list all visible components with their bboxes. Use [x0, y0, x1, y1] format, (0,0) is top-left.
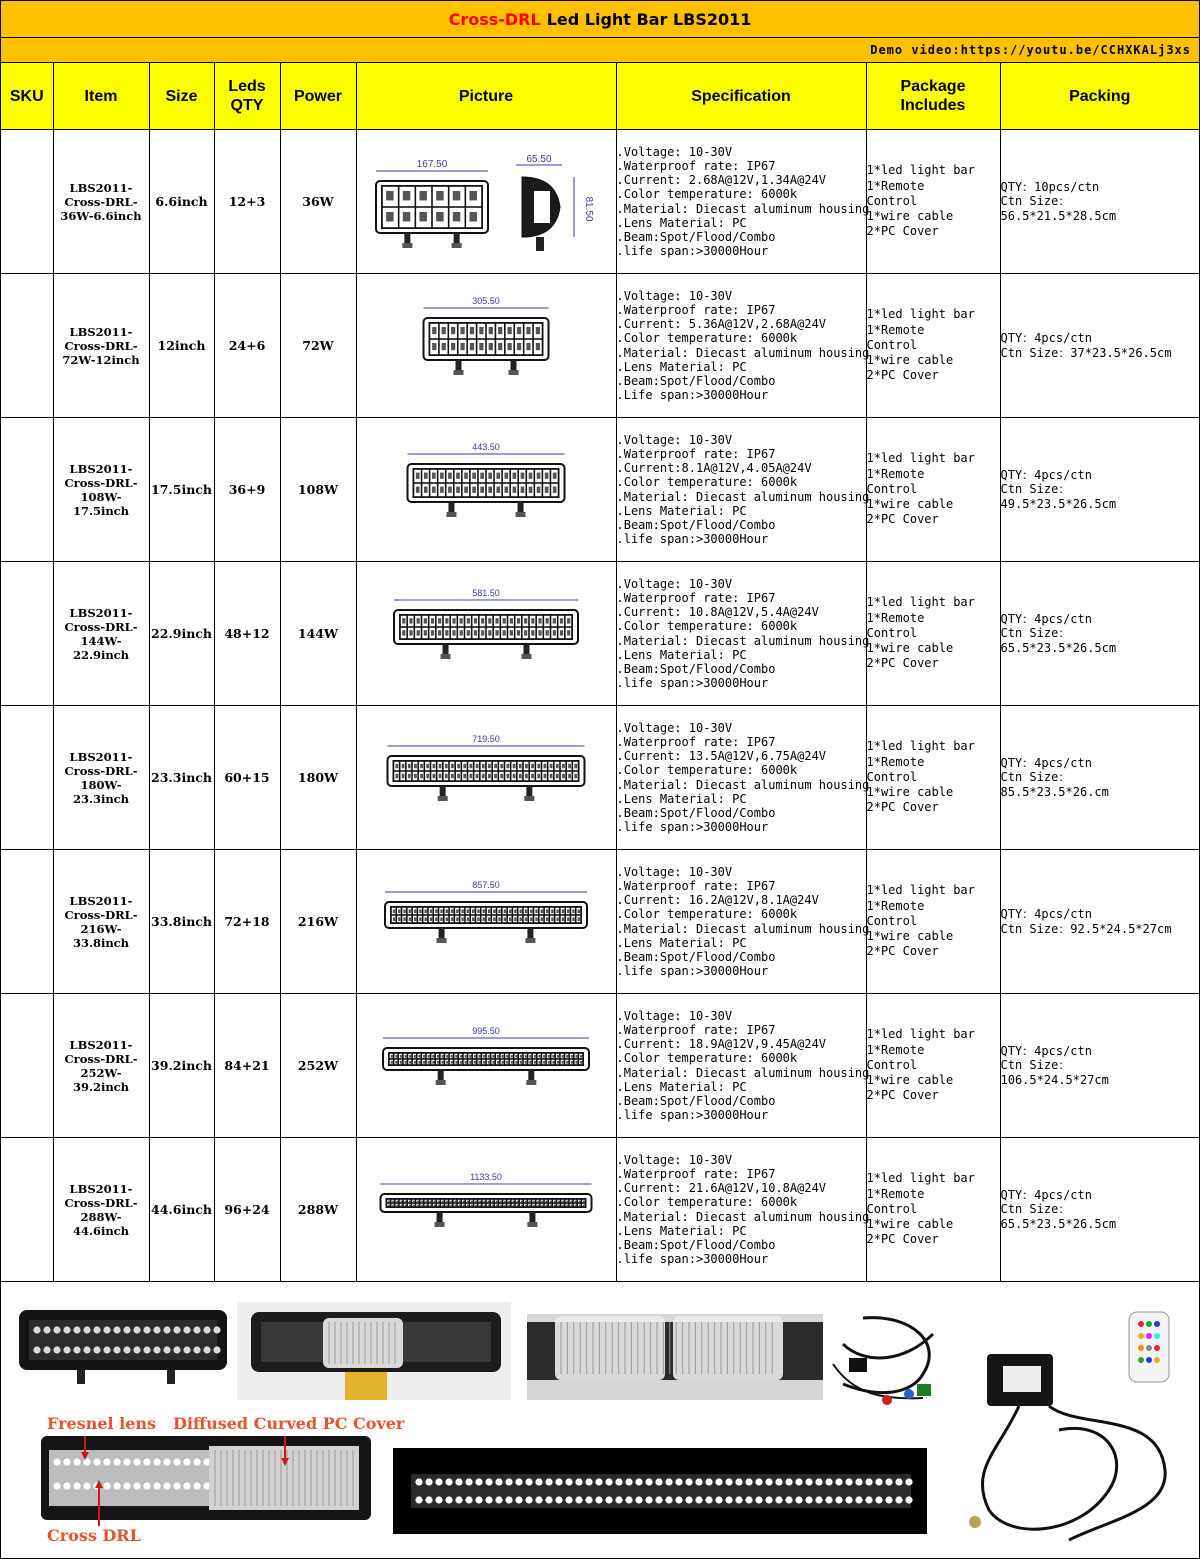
- table-row: [1, 994, 1199, 1138]
- text-line: .life span:>30000Hour: [616, 1108, 769, 1123]
- text-line: 1*Remote: [866, 178, 925, 193]
- text-line: .Material: Diecast aluminum housing: [616, 201, 870, 216]
- text-line: Ctn Size：: [1000, 1058, 1071, 1073]
- leds-cell: 72+18: [214, 850, 280, 994]
- package-cell: [866, 1138, 1000, 1282]
- light-bar-cover-photo: [237, 1302, 511, 1400]
- text-line: .Material: Diecast aluminum housing: [616, 489, 870, 504]
- text-line: .Waterproof rate: IP67: [616, 158, 776, 173]
- fresnel-lens-label: Fresnel lens: [47, 1414, 157, 1433]
- specification-cell: [616, 130, 870, 274]
- text-line: .Material: Diecast aluminum housing: [616, 345, 870, 360]
- power-cell: 72W: [280, 274, 356, 418]
- text-line: LBS2011-: [69, 605, 133, 620]
- packing-cell: [1000, 418, 1199, 562]
- power-cell: 36W: [280, 130, 356, 274]
- col-power: Power: [280, 63, 356, 130]
- sku-cell: [1, 706, 53, 850]
- table-row: [1, 130, 1199, 274]
- text-line: 1*wire cable: [866, 209, 954, 224]
- text-line: 1*led light bar: [866, 595, 975, 610]
- text-line: .Waterproof rate: IP67: [616, 1022, 776, 1037]
- dimension-label: 995.50: [472, 1025, 500, 1036]
- col-package-includes: [866, 63, 1000, 130]
- text-line: Control: [866, 913, 918, 928]
- text-line: .Voltage: 10-30V: [616, 1008, 733, 1023]
- dimension-label: 1133.50: [470, 1171, 502, 1182]
- text-line: Cross-DRL-: [64, 907, 138, 922]
- package-cell: [866, 562, 1000, 706]
- text-line: QTY：4pcs/ctn: [1000, 468, 1092, 483]
- text-line: LBS2011-: [69, 461, 133, 476]
- picture-cell: [356, 1138, 616, 1282]
- text-line: .Lens Material: PC: [616, 503, 747, 518]
- text-line: .Voltage: 10-30V: [616, 1152, 733, 1167]
- text-line: Control: [866, 769, 918, 784]
- title-bar: [1, 1, 1199, 38]
- text-line: Ctn Size：: [1000, 482, 1071, 497]
- size-cell: 23.3inch: [149, 706, 214, 850]
- size-cell: 17.5inch: [149, 418, 214, 562]
- text-line: .Material: Diecast aluminum housing: [616, 921, 870, 936]
- text-line: Control: [866, 625, 918, 640]
- light-bar-drawing: [366, 1145, 606, 1271]
- text-line: 49.5*23.5*26.5cm: [1000, 496, 1117, 511]
- item-cell: [53, 418, 149, 562]
- table-row: [1, 850, 1199, 994]
- package-cell: [866, 706, 1000, 850]
- text-line: .Voltage: 10-30V: [616, 288, 733, 303]
- light-bar-photo: [17, 1306, 231, 1386]
- text-line: .Current:8.1A@12V,4.05A@24V: [616, 461, 812, 476]
- table-row: [1, 274, 1199, 418]
- text-line: 1*wire cable: [866, 1217, 954, 1232]
- specification-cell: [616, 850, 870, 994]
- text-line: .Beam:Spot/Flood/Combo: [616, 229, 776, 244]
- text-line: .Voltage: 10-30V: [616, 720, 733, 735]
- sku-cell: [1, 418, 53, 562]
- leds-cell: 36+9: [214, 418, 280, 562]
- text-line: .Waterproof rate: IP67: [616, 1166, 776, 1181]
- text-line: 2*PC Cover: [866, 1232, 939, 1247]
- col-package-line1: Package: [900, 78, 966, 95]
- text-line: LBS2011-: [69, 1037, 133, 1052]
- text-line: .Color temperature: 6000k: [616, 619, 798, 634]
- text-line: Ctn Size：: [1000, 194, 1071, 209]
- col-picture: Picture: [356, 63, 616, 130]
- item-cell: [53, 1138, 149, 1282]
- sku-cell: [1, 850, 53, 994]
- cross-drl-label: Cross DRL: [47, 1526, 141, 1545]
- text-line: 1*led light bar: [866, 739, 975, 754]
- specification-cell: [616, 706, 870, 850]
- text-line: 1*led light bar: [866, 883, 975, 898]
- text-line: 65.5*23.5*26.5cm: [1000, 640, 1117, 655]
- text-line: 23.3inch: [72, 791, 130, 806]
- leds-cell: 24+6: [214, 274, 280, 418]
- dimension-label: 719.50: [472, 733, 500, 744]
- col-sku: SKU: [1, 63, 53, 130]
- text-line: 2*PC Cover: [866, 512, 939, 527]
- text-line: 1*Remote: [866, 466, 925, 481]
- text-line: .Lens Material: PC: [616, 215, 747, 230]
- text-line: Cross-DRL-: [64, 475, 138, 490]
- text-line: Control: [866, 1057, 918, 1072]
- dimension-label: 857.50: [472, 879, 500, 890]
- rgb-controller-photo: [959, 1310, 1185, 1556]
- light-bar-drawing: [366, 425, 606, 551]
- text-line: Cross-DRL-: [64, 1195, 138, 1210]
- text-line: .life span:>30000Hour: [616, 532, 769, 547]
- text-line: 1*wire cable: [866, 641, 954, 656]
- leds-cell: 96+24: [214, 1138, 280, 1282]
- sku-cell: [1, 1138, 53, 1282]
- item-cell: [53, 706, 149, 850]
- text-line: 22.9inch: [72, 647, 130, 662]
- text-line: .Beam:Spot/Flood/Combo: [616, 661, 776, 676]
- size-cell: 12inch: [149, 274, 214, 418]
- picture-cell: [356, 706, 616, 850]
- text-line: .Color temperature: 6000k: [616, 907, 798, 922]
- text-line: 1*led light bar: [866, 307, 975, 322]
- text-line: .Color temperature: 6000k: [616, 1195, 798, 1210]
- text-line: .Color temperature: 6000k: [616, 1051, 798, 1066]
- feature-callout-photo: [41, 1436, 391, 1526]
- dimension-label: 167.50: [416, 158, 448, 170]
- text-line: .Current: 16.2A@12V,8.1A@24V: [616, 893, 819, 908]
- col-specification: Specification: [616, 63, 866, 130]
- item-cell: [53, 274, 149, 418]
- col-size: Size: [149, 63, 214, 130]
- dimension-label: 443.50: [472, 441, 500, 452]
- text-line: Cross-DRL-: [64, 619, 138, 634]
- text-line: .Voltage: 10-30V: [616, 144, 733, 159]
- text-line: 65.5*23.5*26.5cm: [1000, 1216, 1117, 1231]
- package-cell: [866, 418, 1000, 562]
- light-bar-drawing: [366, 857, 606, 983]
- height-dimension-label: 81.50: [583, 195, 594, 222]
- pc-cover-photo: [527, 1314, 823, 1400]
- text-line: QTY：4pcs/ctn: [1000, 907, 1092, 922]
- text-line: 1*Remote: [866, 754, 925, 769]
- text-line: QTY：4pcs/ctn: [1000, 1188, 1092, 1203]
- title-highlight: Cross-DRL: [448, 9, 541, 29]
- packing-cell: [1000, 994, 1199, 1138]
- depth-dimension-label: 65.50: [526, 153, 552, 165]
- sku-cell: [1, 274, 53, 418]
- text-line: .Waterproof rate: IP67: [616, 446, 776, 461]
- text-line: 2*PC Cover: [866, 944, 939, 959]
- text-line: .Beam:Spot/Flood/Combo: [616, 949, 776, 964]
- text-line: .Waterproof rate: IP67: [616, 734, 776, 749]
- text-line: Control: [866, 1201, 918, 1216]
- text-line: .Lens Material: PC: [616, 791, 747, 806]
- picture-cell: [356, 274, 616, 418]
- text-line: .life span:>30000Hour: [616, 1252, 769, 1267]
- text-line: 180W-: [80, 777, 122, 792]
- spec-table: [1, 63, 1199, 1282]
- text-line: Cross-DRL-: [64, 763, 138, 778]
- text-line: .Voltage: 10-30V: [616, 576, 733, 591]
- size-cell: 6.6inch: [149, 130, 214, 274]
- specification-cell: [616, 994, 870, 1138]
- power-cell: 108W: [280, 418, 356, 562]
- text-line: .Waterproof rate: IP67: [616, 590, 776, 605]
- light-bar-drawing: [366, 713, 606, 839]
- package-cell: [866, 274, 1000, 418]
- text-line: .Current: 13.5A@12V,6.75A@24V: [616, 749, 827, 764]
- size-cell: 39.2inch: [149, 994, 214, 1138]
- wire-harness-photo: [823, 1304, 957, 1408]
- text-line: .Color temperature: 6000k: [616, 475, 798, 490]
- text-line: LBS2011-: [69, 749, 133, 764]
- text-line: 106.5*24.5*27cm: [1000, 1072, 1109, 1087]
- table-row: [1, 1138, 1199, 1282]
- text-line: LBS2011-: [69, 324, 133, 339]
- leds-cell: 84+21: [214, 994, 280, 1138]
- leds-cell: 60+15: [214, 706, 280, 850]
- text-line: 1*wire cable: [866, 785, 954, 800]
- picture-cell: [356, 562, 616, 706]
- text-line: LBS2011-: [69, 893, 133, 908]
- text-line: .life span:>30000Hour: [616, 244, 769, 259]
- text-line: .Waterproof rate: IP67: [616, 878, 776, 893]
- leds-cell: 48+12: [214, 562, 280, 706]
- specification-cell: [616, 418, 870, 562]
- packing-cell: [1000, 1138, 1199, 1282]
- text-line: 2*PC Cover: [866, 800, 939, 815]
- text-line: .life span:>30000Hour: [616, 820, 769, 835]
- text-line: .Beam:Spot/Flood/Combo: [616, 373, 776, 388]
- text-line: .Beam:Spot/Flood/Combo: [616, 1237, 776, 1252]
- col-package-line2: Includes: [900, 97, 966, 114]
- text-line: .Life span:>30000Hour: [616, 388, 769, 403]
- power-cell: 216W: [280, 850, 356, 994]
- picture-cell: [356, 850, 616, 994]
- text-line: 56.5*21.5*28.5cm: [1000, 208, 1117, 223]
- text-line: .Voltage: 10-30V: [616, 432, 733, 447]
- text-line: Control: [866, 193, 918, 208]
- text-line: 17.5inch: [72, 503, 130, 518]
- table-row: [1, 562, 1199, 706]
- text-line: Ctn Size：92.5*24.5*27cm: [1000, 921, 1172, 936]
- text-line: 1*wire cable: [866, 497, 954, 512]
- text-line: Control: [866, 481, 918, 496]
- light-bar-drawing: [366, 281, 606, 407]
- text-line: .Beam:Spot/Flood/Combo: [616, 805, 776, 820]
- lit-bar-photo: [393, 1448, 927, 1534]
- text-line: .Waterproof rate: IP67: [616, 302, 776, 317]
- text-line: .Lens Material: PC: [616, 935, 747, 950]
- text-line: 1*led light bar: [866, 451, 975, 466]
- text-line: .Material: Diecast aluminum housing: [616, 633, 870, 648]
- text-line: 1*wire cable: [866, 929, 954, 944]
- package-cell: [866, 850, 1000, 994]
- text-line: 216W-: [80, 921, 122, 936]
- text-line: 33.8inch: [72, 935, 130, 950]
- package-cell: [866, 130, 1000, 274]
- text-line: .Lens Material: PC: [616, 1079, 747, 1094]
- specification-cell: [616, 1138, 870, 1282]
- product-photos: [1, 1282, 1199, 1558]
- packing-cell: [1000, 130, 1199, 274]
- text-line: Ctn Size：: [1000, 1202, 1071, 1217]
- light-bar-drawing: [366, 137, 606, 263]
- diffused-cover-label: Diffused Curved PC Cover: [173, 1414, 405, 1433]
- text-line: 2*PC Cover: [866, 1088, 939, 1103]
- power-cell: 252W: [280, 994, 356, 1138]
- text-line: Ctn Size：: [1000, 770, 1071, 785]
- packing-cell: [1000, 274, 1199, 418]
- text-line: 1*wire cable: [866, 1073, 954, 1088]
- text-line: LBS2011-: [69, 1181, 133, 1196]
- item-cell: [53, 562, 149, 706]
- text-line: .Beam:Spot/Flood/Combo: [616, 517, 776, 532]
- picture-cell: [356, 130, 616, 274]
- table-row: [1, 418, 1199, 562]
- col-item: Item: [53, 63, 149, 130]
- text-line: Cross-DRL-: [64, 194, 138, 209]
- specification-cell: [616, 562, 870, 706]
- text-line: .Color temperature: 6000k: [616, 331, 798, 346]
- picture-cell: [356, 418, 616, 562]
- dimension-label: 581.50: [472, 587, 500, 598]
- text-line: QTY：10pcs/ctn: [1000, 180, 1100, 195]
- col-leds-qty: [214, 63, 280, 130]
- text-line: 72W-12inch: [62, 352, 140, 367]
- power-cell: 288W: [280, 1138, 356, 1282]
- light-bar-drawing: [366, 1001, 606, 1127]
- text-line: 1*led light bar: [866, 1171, 975, 1186]
- specification-cell: [616, 274, 870, 418]
- text-line: 288W-: [80, 1209, 122, 1224]
- item-cell: [53, 850, 149, 994]
- text-line: QTY：4pcs/ctn: [1000, 331, 1092, 346]
- light-bar-drawing: [366, 569, 606, 695]
- col-packing: Packing: [1000, 63, 1199, 130]
- text-line: 39.2inch: [72, 1079, 130, 1094]
- text-line: .Color temperature: 6000k: [616, 763, 798, 778]
- packing-cell: [1000, 706, 1199, 850]
- text-line: .Lens Material: PC: [616, 1223, 747, 1238]
- demo-video-link[interactable]: Demo video:https://youtu.be/CCHXKALj3xs: [1, 38, 1199, 63]
- text-line: 1*Remote: [866, 322, 925, 337]
- text-line: 85.5*23.5*26.cm: [1000, 784, 1109, 799]
- text-line: LBS2011-: [69, 180, 133, 195]
- size-cell: 22.9inch: [149, 562, 214, 706]
- text-line: 108W-: [80, 489, 122, 504]
- col-leds-line2: QTY: [230, 97, 264, 114]
- table-header-row: [1, 63, 1199, 130]
- text-line: .Color temperature: 6000k: [616, 187, 798, 202]
- text-line: .Material: Diecast aluminum housing: [616, 1065, 870, 1080]
- text-line: Cross-DRL-: [64, 1051, 138, 1066]
- text-line: .Beam:Spot/Flood/Combo: [616, 1093, 776, 1108]
- power-cell: 180W: [280, 706, 356, 850]
- text-line: .Current: 18.9A@12V,9.45A@24V: [616, 1037, 827, 1052]
- text-line: .Current: 2.68A@12V,1.34A@24V: [616, 173, 827, 188]
- text-line: .Lens Material: PC: [616, 647, 747, 662]
- text-line: Cross-DRL-: [64, 338, 138, 353]
- text-line: Control: [866, 337, 918, 352]
- text-line: QTY：4pcs/ctn: [1000, 756, 1092, 771]
- item-cell: [53, 130, 149, 274]
- table-body: [1, 130, 1199, 1282]
- text-line: .life span:>30000Hour: [616, 964, 769, 979]
- text-line: .Current: 5.36A@12V,2.68A@24V: [616, 317, 827, 332]
- text-line: 2*PC Cover: [866, 656, 939, 671]
- power-cell: 144W: [280, 562, 356, 706]
- title-text: Led Light Bar LBS2011: [546, 9, 752, 29]
- text-line: 1*Remote: [866, 1186, 925, 1201]
- sku-cell: [1, 562, 53, 706]
- picture-cell: [356, 994, 616, 1138]
- text-line: 1*wire cable: [866, 353, 954, 368]
- text-line: Ctn Size：: [1000, 626, 1071, 641]
- size-cell: 33.8inch: [149, 850, 214, 994]
- text-line: 44.6inch: [72, 1223, 130, 1238]
- text-line: QTY：4pcs/ctn: [1000, 612, 1092, 627]
- text-line: .Voltage: 10-30V: [616, 864, 733, 879]
- packing-cell: [1000, 562, 1199, 706]
- text-line: .Material: Diecast aluminum housing: [616, 777, 870, 792]
- text-line: 1*led light bar: [866, 1027, 975, 1042]
- text-line: 1*Remote: [866, 898, 925, 913]
- text-line: .Current: 21.6A@12V,10.8A@24V: [616, 1181, 827, 1196]
- dimension-label: 305.50: [472, 295, 500, 306]
- text-line: 1*Remote: [866, 1042, 925, 1057]
- text-line: 36W-6.6inch: [60, 208, 142, 223]
- text-line: Ctn Size：37*23.5*26.5cm: [1000, 345, 1172, 360]
- sku-cell: [1, 994, 53, 1138]
- text-line: .life span:>30000Hour: [616, 676, 769, 691]
- text-line: 252W-: [80, 1065, 122, 1080]
- text-line: .Lens Material: PC: [616, 359, 747, 374]
- text-line: 144W-: [80, 633, 122, 648]
- text-line: QTY：4pcs/ctn: [1000, 1044, 1092, 1059]
- col-leds-line1: Leds: [228, 78, 266, 95]
- packing-cell: [1000, 850, 1199, 994]
- table-row: [1, 706, 1199, 850]
- text-line: .Material: Diecast aluminum housing: [616, 1209, 870, 1224]
- leds-cell: 12+3: [214, 130, 280, 274]
- text-line: 2*PC Cover: [866, 368, 939, 383]
- size-cell: 44.6inch: [149, 1138, 214, 1282]
- text-line: 1*led light bar: [866, 163, 975, 178]
- sku-cell: [1, 130, 53, 274]
- text-line: 2*PC Cover: [866, 224, 939, 239]
- package-cell: [866, 994, 1000, 1138]
- item-cell: [53, 994, 149, 1138]
- text-line: 1*Remote: [866, 610, 925, 625]
- text-line: .Current: 10.8A@12V,5.4A@24V: [616, 605, 819, 620]
